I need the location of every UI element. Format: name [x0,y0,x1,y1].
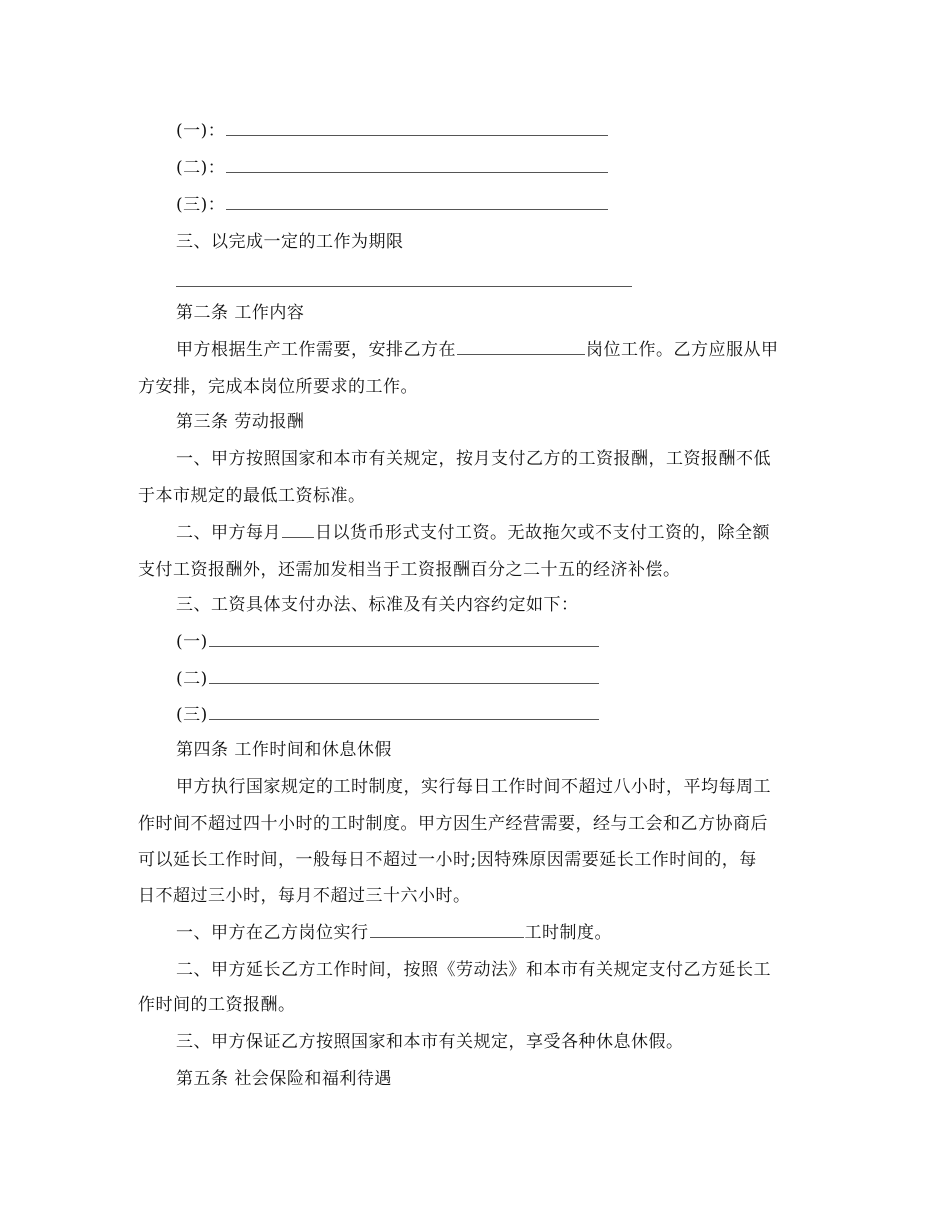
article-2-text-after: 岗位工作。乙方应服从甲 [586,340,779,360]
article-3-sub-1-blank[interactable] [209,630,599,647]
item-3 [176,193,609,217]
article-3-p1-line2: 于本市规定的最低工资标准。 [138,486,366,506]
article-4-item-1-before: 一、甲方在乙方岗位实行 [176,923,369,943]
item-3-label: (三)： [176,195,226,215]
article-4-para-line1: 甲方执行国家规定的工时制度，实行每日工作时间不超过八小时，平均每周工 [176,777,771,797]
item-1 [176,119,609,143]
hours-system-blank[interactable] [370,921,524,938]
article-3-sub-2 [176,667,600,691]
article-3-p3: 三、工资具体支付办法、标准及有关内容约定如下： [176,595,579,615]
payday-blank[interactable] [282,521,314,538]
article-3-p1-line1: 一、甲方按照国家和本市有关规定，按月支付乙方的工资报酬，工资报酬不低 [176,449,771,469]
item-2-label: (二)： [176,158,226,178]
article-3-sub-2-blank[interactable] [209,667,599,684]
article-3-p2-line1 [176,521,770,545]
article-3-p2-line2: 支付工资报酬外，还需加发相当于工资报酬百分之二十五的经济补偿。 [138,560,681,580]
article-4-item-1 [176,921,612,945]
article-3-title: 第三条 劳动报酬 [176,412,305,432]
item-1-blank[interactable] [226,119,608,136]
article-3-sub-1 [176,630,600,654]
article-4-item-2-line1: 二、甲方延长乙方工作时间，按照《劳动法》和本市有关规定支付乙方延长工 [176,960,771,980]
article-5-title: 第五条 社会保险和福利待遇 [176,1069,392,1089]
article-3-p2-after: 日以货币形式支付工资。无故拖欠或不支付工资的，除全额 [315,523,770,543]
article-4-para-line2: 作时间不超过四十小时的工时制度。甲方因生产经营需要，经与工会和乙方协商后 [138,814,768,834]
article-2-para-line2: 方安排，完成本岗位所要求的工作。 [138,377,418,397]
item-2 [176,156,609,180]
section-3-title: 三、以完成一定的工作为期限 [176,232,404,252]
article-4-item-1-after: 工时制度。 [524,923,612,943]
item-1-label: (一)： [176,121,226,141]
item-3-blank[interactable] [226,193,608,210]
article-4-item-3: 三、甲方保证乙方按照国家和本市有关规定，享受各种休息休假。 [176,1032,684,1052]
article-3-sub-3 [176,703,600,727]
article-3-sub-1-label: (一) [176,632,208,652]
section-3-blank[interactable] [176,286,632,287]
article-4-item-2-line2: 作时间的工资报酬。 [138,995,296,1015]
article-3-sub-3-blank[interactable] [209,703,599,720]
position-blank[interactable] [457,338,585,355]
article-4-para-line4: 日不超过三小时，每月不超过三十六小时。 [138,886,471,906]
article-4-title: 第四条 工作时间和休息休假 [176,740,392,760]
article-4-para-line3: 可以延长工作时间，一般每日不超过一小时;因特殊原因需要延长工作时间的，每 [138,850,757,870]
article-2-para-line1 [176,338,779,362]
article-3-p2-before: 二、甲方每月 [176,523,281,543]
item-2-blank[interactable] [226,156,608,173]
article-3-sub-3-label: (三) [176,705,208,725]
article-2-text-before: 甲方根据生产工作需要，安排乙方在 [176,340,456,360]
article-3-sub-2-label: (二) [176,669,208,689]
article-2-title: 第二条 工作内容 [176,303,305,323]
